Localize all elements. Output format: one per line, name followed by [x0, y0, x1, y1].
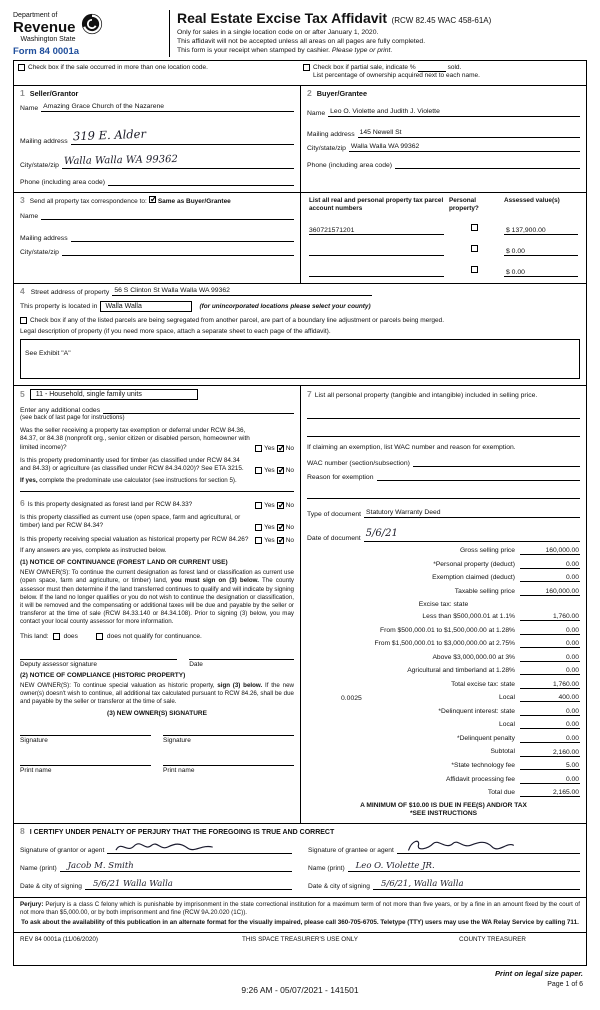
ownership-note: List percentage of ownership acquired next to each name.	[313, 72, 480, 80]
seller-phone-label: Phone (including area code)	[20, 178, 106, 186]
notice-compliance-heading: (2) NOTICE OF COMPLIANCE (HISTORIC PROPERTY)	[20, 671, 186, 679]
tax-label: *Delinquent penalty	[457, 734, 515, 742]
use-code-section	[14, 386, 300, 823]
county-treasurer-label: COUNTY TREASURER	[459, 935, 526, 943]
grantor-date-city-handwriting: 5/6/21 Walla Walla	[92, 879, 173, 890]
perjury-text: Perjury is a class C felony which is punishable by imprisonment in the state correctional institution for a maximum term of not more than five years, or by a fine in an amount fixed by the court of not more than $5,000.00, or by both imprisonment and fine (RCW 9A.20.020 (1C)).	[20, 901, 580, 917]
yes-label: Yes	[264, 466, 275, 474]
type-or-print-note: Please type or print.	[331, 47, 393, 55]
section-3-number: 3	[20, 194, 25, 205]
yes-label: Yes	[264, 444, 275, 452]
grantor-date-city-label: Date & city of signing	[20, 883, 82, 891]
partial-sale-percent-field[interactable]	[418, 65, 446, 72]
local-label: Local	[499, 694, 515, 702]
seller-city-field[interactable]	[62, 150, 294, 169]
title-block	[169, 10, 587, 57]
correspondence-mailing-label: Mailing address	[20, 235, 68, 243]
if-yes-bold: If yes,	[20, 476, 38, 484]
owner-print-field-2[interactable]	[163, 756, 294, 766]
multiple-location-check-row	[18, 64, 297, 81]
grantor-signature-ink	[111, 839, 221, 855]
tier3-tax-value[interactable]: 0.00	[520, 640, 580, 648]
header-note-3	[177, 46, 587, 55]
rcw-reference: (RCW 82.45 WAC 458-61A)	[391, 16, 492, 25]
p1-part-c: The county assessor must then determine if the land transferred continues to qualify and will indicate by signing below. If the land no longer qualifies or you do not wish to continue the designation or classification, it will be removed and the compensating or additional taxes will be due and payable by the seller or transferor at the time of sale (RCW 84.33.140 or 84.34.108). Prior to signing (3) below, you may contact your local county assessor for more information.	[20, 577, 295, 626]
p1-part-a: NEW OWNER(S): To continue the current designation as forest land or classification as current use (open space, farm and agriculture, or timber) land,	[20, 569, 294, 585]
partial-sale-check-row	[303, 64, 582, 81]
codes-instruction-note: (see back of last page for instructions)	[20, 413, 125, 421]
street-address-label: Street address of property	[30, 288, 110, 296]
forest-land-question-row	[20, 499, 294, 509]
wac-number-label: WAC number (section/subsection)	[307, 459, 410, 467]
grantee-name-handwriting: Leo O. Violette JR.	[355, 861, 435, 872]
same-as-buyer-checkbox[interactable]	[149, 196, 156, 203]
tax-label: Subtotal	[490, 748, 515, 756]
segregated-checkbox[interactable]	[20, 317, 27, 324]
owner-signature-field-2[interactable]	[163, 726, 294, 736]
tax-label: Exemption claimed (deduct)	[432, 574, 515, 582]
yes-label: Yes	[264, 523, 275, 531]
see-instructions-note: *SEE INSTRUCTIONS	[409, 810, 478, 818]
total-due-value[interactable]: 2,165.00	[520, 789, 580, 797]
tax-label: Total excise tax: state	[451, 680, 515, 688]
buyer-name-field[interactable]: Leo O. Violette and Judith J. Violette	[328, 108, 580, 117]
legal-size-note: Print on legal size paper.	[495, 968, 583, 978]
document-date-label: Date of document	[307, 534, 361, 542]
tax-label: Agricultural and timberland at 1.28%	[407, 667, 515, 675]
assessed-value-field-2[interactable]: $ 0.00	[504, 248, 578, 256]
dor-wordmark	[13, 12, 76, 43]
grantor-signature-block	[20, 836, 292, 890]
tax-label: *Personal property (deduct)	[433, 560, 515, 568]
no-label: No	[285, 444, 294, 452]
print-timestamp: 9:26 AM - 05/07/2021 - 141501	[241, 984, 359, 995]
deputy-date-label: Date	[189, 660, 203, 668]
deputy-date-slot	[189, 650, 294, 668]
section-4-number: 4	[20, 286, 25, 297]
new-owner-signature-row-1	[20, 726, 294, 744]
tax-label: Gross selling price	[459, 547, 515, 555]
parcel-number-field-2[interactable]	[309, 247, 444, 256]
grantor-name-print-field[interactable]	[60, 860, 292, 872]
parcel-row	[307, 235, 580, 256]
treasurer-strip	[14, 933, 586, 965]
grantee-name-print-label: Name (print)	[308, 865, 345, 873]
deputy-date-field[interactable]	[189, 650, 294, 660]
seller-mailing-handwriting: 319 E. Alder	[72, 126, 146, 144]
perjury-paragraph	[20, 901, 580, 917]
grantor-date-city-field[interactable]	[85, 878, 292, 890]
no-label: No	[285, 523, 294, 531]
seller-buyer-row	[14, 86, 586, 193]
seller-city-handwriting: Walla Walla WA 99362	[63, 153, 178, 167]
same-as-buyer-label: Same as Buyer/Grantee	[157, 197, 231, 205]
timber-question: Is this property predominantly used for timber (as classified under RCW 84.34 and 84.33) or agriculture (as classified under RCW 84.34.020)? See ETA 3215.	[20, 456, 244, 473]
s5-q2-yes-checkbox[interactable]	[255, 467, 262, 474]
local-tax-value[interactable]: 400.00	[520, 694, 580, 702]
new-owner-print-row	[20, 756, 294, 774]
street-address-field[interactable]: 56 S Clinton St Walla Walla WA 99362	[112, 287, 372, 296]
assessed-value-field-1[interactable]: $ 137,900.00	[504, 227, 578, 235]
exemption-question: Was the seller receiving a property tax exemption or deferral under RCW 84.36, 84.37, or 84.38 (nonprofit org., senior citizen or disabled person, homeowner with limited income)?	[20, 426, 250, 451]
delinquent-interest-local-value[interactable]: 0.00	[520, 721, 580, 729]
yes-label: Yes	[264, 502, 275, 510]
personal-property-intro	[307, 390, 580, 401]
partial-sale-checkbox[interactable]	[303, 64, 310, 71]
buyer-section-title: Buyer/Grantee	[316, 88, 368, 98]
buyer-phone-label: Phone (including area code)	[307, 161, 393, 169]
tier4-tax-value[interactable]: 0.00	[520, 654, 580, 662]
seller-phone-field[interactable]	[108, 177, 294, 186]
delinquent-penalty-value[interactable]: 0.00	[520, 735, 580, 743]
tax-label: Total due	[487, 789, 515, 797]
parcel-number-field-3[interactable]	[309, 268, 444, 277]
additional-codes-label: Enter any additional codes	[20, 406, 101, 414]
page-corner-notes	[495, 969, 583, 988]
current-use-question-row	[20, 514, 294, 531]
personal-property-checkbox-1[interactable]	[471, 224, 478, 231]
receipt-note: This form is your receipt when stamped by cashier.	[177, 47, 330, 55]
deputy-signature-field[interactable]	[20, 650, 177, 660]
buyer-mailing-label: Mailing address	[307, 130, 355, 138]
seller-city-label: City/state/zip	[20, 161, 59, 169]
property-section	[14, 284, 586, 386]
grantee-signature-field[interactable]	[397, 842, 580, 854]
legal-description-box[interactable]	[20, 339, 580, 379]
exemption-reason-field-2[interactable]	[307, 487, 580, 499]
parcel-column-header: List all real and personal property tax parcel account numbers	[309, 196, 444, 212]
section-6-number: 6	[20, 497, 25, 508]
tax-label: From $1,500,000.01 to $3,000,000.00 at 2.75%	[374, 640, 515, 648]
multiple-location-checkbox[interactable]	[18, 64, 25, 71]
personal-property-column-header: Personal property?	[449, 196, 479, 212]
partial-sale-text	[313, 64, 480, 81]
personal-property-checkbox-3[interactable]	[471, 266, 478, 273]
legal-description-label: Legal description of property (if you need more space, attach a separate sheet to each page of the affidavit).	[20, 328, 331, 336]
s5-q1-yes-checkbox[interactable]	[255, 445, 262, 452]
continuance-section	[20, 491, 294, 774]
s6-q3-no-checkbox[interactable]	[277, 537, 284, 544]
personal-property-field-2[interactable]	[307, 425, 580, 437]
perjury-bold: Perjury:	[20, 901, 44, 909]
p1-must-sign: you must sign on (3) below.	[170, 577, 259, 585]
deputy-signature-label: Deputy assessor signature	[20, 660, 97, 668]
predominate-use-note	[20, 477, 294, 485]
historic-question-row	[20, 536, 294, 544]
no-label: No	[285, 537, 294, 545]
section-1-number: 1	[20, 87, 25, 98]
section-7-number: 7	[307, 388, 312, 399]
s6-q1-yes-checkbox[interactable]	[255, 502, 262, 509]
local-rate: 0.0025	[341, 695, 362, 703]
form-number: Form 84 0001a	[13, 46, 80, 57]
exemption-reason-field[interactable]	[377, 472, 581, 481]
parcel-table	[300, 193, 586, 283]
document-date-field[interactable]	[364, 523, 580, 542]
tax-label: From $500,000.01 to $1,500,000.00 at 1.28%	[380, 626, 515, 634]
grantee-signature-label: Signature of grantee or agent	[308, 847, 394, 855]
s6-q1-no-checkbox[interactable]	[277, 502, 284, 509]
section-5-number: 5	[20, 389, 25, 399]
tax-label: Less than $500,000.01 at 1.1%	[422, 613, 515, 621]
certification-section	[14, 824, 586, 898]
seller-mailing-label: Mailing address	[20, 137, 68, 145]
tax-label: *Delinquent interest: state	[438, 707, 515, 715]
no-label: No	[285, 502, 294, 510]
page-footer	[13, 966, 587, 1010]
land-does-checkbox[interactable]	[53, 633, 60, 640]
grantor-signature-label: Signature of grantor or agent	[20, 847, 105, 855]
county-select[interactable]: Walla Walla	[100, 301, 192, 312]
tax-label: Above $3,000,000.00 at 3%	[432, 653, 515, 661]
multiple-location-label: Check box if the sale occurred in more than one location code.	[28, 64, 208, 71]
seller-name-field[interactable]: Amazing Grace Church of the Nazarene	[41, 103, 294, 112]
notice-continuance-paragraph	[20, 569, 294, 626]
grantor-name-print-label: Name (print)	[20, 865, 57, 873]
tax-column	[300, 386, 586, 823]
no-label: No	[285, 466, 294, 474]
buyer-name-label: Name	[307, 109, 326, 117]
state-technology-fee-value[interactable]: 5.00	[520, 762, 580, 770]
section-2-number: 2	[307, 87, 312, 98]
print-name-label: Print name	[20, 767, 52, 775]
legal-description-value: See Exhibit "A"	[25, 349, 71, 357]
form-body	[13, 60, 587, 966]
excise-tax-state-header: Excise tax: state	[418, 600, 469, 608]
top-checkboxes-row	[14, 61, 586, 86]
grantor-signature-field[interactable]	[107, 842, 292, 854]
gross-selling-price-value[interactable]: 160,000.00	[520, 547, 580, 555]
partial-sale-suffix: sold.	[447, 64, 462, 71]
owner-signature-field-1[interactable]	[20, 726, 151, 736]
tax-label: Taxable selling price	[454, 587, 515, 595]
document-type-field[interactable]: Statutory Warranty Deed	[364, 509, 580, 518]
personal-property-section	[307, 390, 580, 401]
seller-mailing-field[interactable]	[71, 126, 294, 145]
alternate-format-note: To ask about the availability of this publication in an alternate format for the visually impaired, please call 360-705-6705. Teletype (TTY) users may use the WA Relay Service by calling 711.	[21, 919, 579, 927]
page-number: Page 1 of 6	[547, 980, 583, 988]
signature-label: Signature	[20, 737, 48, 745]
if-yes-rest: complete the predominate use calculator (see instructions for section 5).	[37, 476, 237, 484]
subtotal-value[interactable]: 2,160.00	[520, 749, 580, 757]
agricultural-tax-value[interactable]: 0.00	[520, 667, 580, 675]
land-use-code-box[interactable]: 11 - Household, single family units	[30, 389, 198, 400]
grantee-name-print-field[interactable]	[348, 860, 580, 872]
document-date-handwriting: 5/6/21	[365, 527, 398, 539]
personal-property-checkbox-2[interactable]	[471, 245, 478, 252]
dor-logo-block	[13, 10, 161, 57]
tax-label: Affidavit processing fee	[445, 775, 515, 783]
forest-land-question-text: Is this property designated as forest land per RCW 84.33?	[27, 500, 193, 508]
correspondence-section	[14, 193, 300, 283]
seller-name-label: Name	[20, 104, 39, 112]
correspondence-parcels-row	[14, 193, 586, 284]
notice-compliance-paragraph	[20, 682, 294, 707]
land-does-not-checkbox[interactable]	[96, 633, 103, 640]
minimum-due-note: A MINIMUM OF $10.00 IS DUE IN FEE(S) AND/OR TAX	[360, 802, 527, 810]
historic-question: Is this property receiving special valuation as historical property per RCW 84.26?	[20, 535, 249, 543]
header-note-1: Only for sales in a single location code on or after January 1, 2020.	[177, 29, 379, 36]
located-in-label: This property is located in	[20, 302, 98, 310]
unincorporated-note: (for unincorporated locations please select your county)	[199, 302, 371, 310]
parcel-row	[307, 256, 580, 277]
owner-signature-slot-1	[20, 726, 151, 744]
rev-form-id: REV 84 0001a (11/06/2020)	[20, 935, 98, 943]
affidavit-processing-fee-value[interactable]: 0.00	[520, 776, 580, 784]
revenue-wordmark: Revenue	[13, 19, 76, 36]
notice-continuance-heading: (1) NOTICE OF CONTINUANCE (FOREST LAND OR CURRENT USE)	[20, 559, 228, 567]
personal-property-deduct-value[interactable]: 0.00	[520, 561, 580, 569]
owner-signature-slot-2	[163, 726, 294, 744]
forest-land-question	[20, 499, 250, 509]
p2-part-c: If the new owner(s) doesn't wish to continue, all additional tax calculated pursuant to RCW 84.26, shall be due and payable by the seller or transferor at the time of sale.	[20, 681, 294, 705]
correspondence-name-label: Name	[20, 213, 39, 221]
exemption-claimed-value[interactable]: 0.00	[520, 574, 580, 582]
parcel-table-header	[307, 196, 580, 214]
land-qualify-row	[20, 633, 294, 640]
correspondence-intro: Send all property tax correspondence to:	[29, 197, 147, 205]
delinquent-interest-state-value[interactable]: 0.00	[520, 708, 580, 716]
wac-number-field[interactable]	[413, 458, 580, 467]
exemption-intro: If claiming an exemption, list WAC number and reason for exemption.	[307, 443, 516, 451]
additional-codes-field[interactable]	[103, 405, 294, 414]
taxable-selling-price-value[interactable]: 160,000.00	[520, 588, 580, 596]
p2-sign-below: sign (3) below.	[217, 681, 263, 689]
total-excise-state-value[interactable]: 1,760.00	[520, 681, 580, 689]
signature-label: Signature	[163, 737, 191, 745]
header-note-2: This affidavit will not be accepted unless all areas on all pages are fully completed.	[177, 38, 426, 46]
this-land-label: This land:	[20, 632, 49, 640]
perjury-section	[14, 898, 586, 933]
buyer-phone-field[interactable]	[395, 160, 580, 169]
s6-q3-yes-checkbox[interactable]	[255, 537, 262, 544]
current-use-question: Is this property classified as current use (open space, farm and agricultural, or timber) land per RCW 84.34?	[20, 514, 241, 530]
deputy-signature-slot	[20, 650, 177, 668]
timber-question-row	[20, 457, 294, 474]
assessed-value-column-header: Assessed value(s)	[504, 196, 560, 204]
segregated-label: Check box if any of the listed parcels are being segregated from another parcel, are part of a boundary line adjustment or parcels being merged.	[30, 316, 445, 324]
partial-sale-label: Check box if partial sale, indicate %	[313, 64, 416, 71]
s6-q2-yes-checkbox[interactable]	[255, 524, 262, 531]
grantee-signature-block	[308, 836, 580, 890]
main-columns	[14, 386, 586, 824]
certification-statement: I CERTIFY UNDER PENALTY OF PERJURY THAT THE FOREGOING IS TRUE AND CORRECT	[29, 829, 335, 837]
dept-of-label: Department of	[13, 12, 58, 19]
tax-label: *State technology fee	[451, 762, 515, 770]
p2-part-a: NEW OWNER(S): To continue special valuation as historic property,	[20, 681, 218, 689]
print-name-label: Print name	[163, 767, 195, 775]
tax-label: Local	[499, 721, 515, 729]
s5-q2-no-checkbox[interactable]	[277, 467, 284, 474]
owner-print-slot-1	[20, 756, 151, 774]
revenue-swirl-logo-icon	[81, 13, 103, 35]
buyer-section	[300, 86, 586, 192]
buyer-city-label: City/state/zip	[307, 144, 346, 152]
grantee-date-city-label: Date & city of signing	[308, 883, 370, 891]
grantee-date-city-handwriting: 5/6/21, Walla Walla	[380, 879, 464, 890]
seller-section-title: Seller/Grantor	[29, 88, 79, 98]
owner-print-field-1[interactable]	[20, 756, 151, 766]
buyer-mailing-field[interactable]: 145 Newell St	[358, 129, 580, 138]
new-owner-signature-heading: (3) NEW OWNER(S) SIGNATURE	[107, 710, 207, 718]
does-not-label: does not qualify for continuance.	[106, 632, 202, 640]
section-8-number: 8	[20, 826, 25, 837]
buyer-city-field[interactable]: Walla Walla WA 99362	[349, 143, 580, 152]
exemption-reason-label: Reason for exemption	[307, 473, 374, 481]
s5-q1-no-checkbox[interactable]	[277, 445, 284, 452]
tier2-tax-value[interactable]: 0.00	[520, 627, 580, 635]
correspondence-city-field[interactable]	[62, 247, 294, 256]
document-type-label: Type of document	[307, 510, 362, 518]
exemption-question-row	[20, 427, 294, 452]
treasurer-space-label: THIS SPACE TREASURER'S USE ONLY	[242, 935, 358, 943]
owner-print-slot-2	[163, 756, 294, 774]
correspondence-city-label: City/state/zip	[20, 249, 59, 257]
grantee-signature-ink	[401, 837, 521, 855]
form-header	[13, 10, 587, 57]
seller-section	[14, 86, 300, 192]
s6-q2-no-checkbox[interactable]	[277, 524, 284, 531]
page-title: Real Estate Excise Tax Affidavit	[177, 10, 388, 26]
assessed-value-field-3[interactable]: $ 0.00	[504, 269, 578, 277]
if-any-yes-note: If any answers are yes, complete as instructed below.	[20, 547, 167, 555]
does-label: does	[63, 632, 78, 640]
deputy-assessor-row	[20, 650, 294, 668]
personal-property-intro-text: List all personal property (tangible and intangible) included in selling price.	[314, 391, 538, 399]
correspondence-name-field[interactable]	[41, 211, 294, 220]
washington-state-label: Washington State	[20, 36, 76, 43]
parcel-number-field-1[interactable]: 360721571201	[309, 227, 444, 235]
grantor-name-handwriting: Jacob M. Smith	[67, 861, 134, 872]
parcel-row	[307, 214, 580, 235]
correspondence-mailing-field[interactable]	[71, 233, 294, 242]
personal-property-field-1[interactable]	[307, 407, 580, 419]
yes-label: Yes	[264, 537, 275, 545]
grantee-date-city-field[interactable]	[373, 878, 580, 890]
tier1-tax-value[interactable]: 1,760.00	[520, 613, 580, 621]
